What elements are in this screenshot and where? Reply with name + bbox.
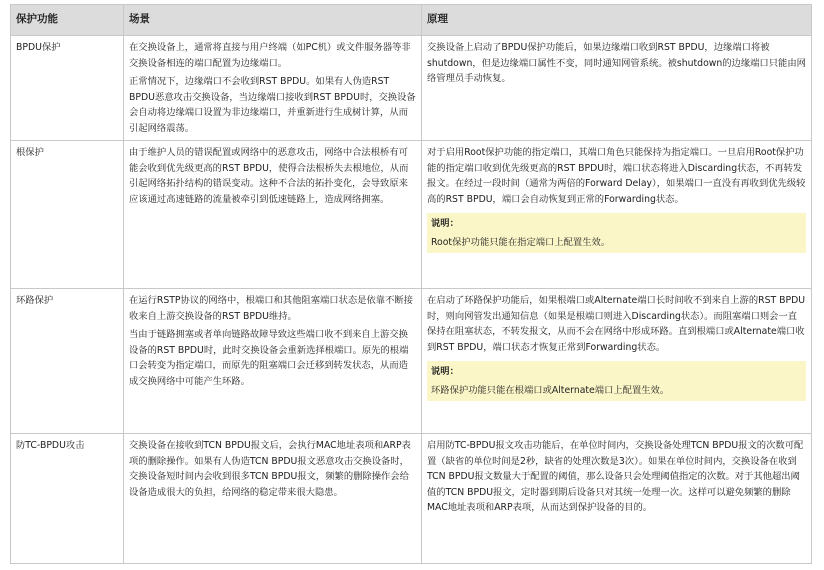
- note-box: [427, 361, 806, 401]
- scenario-paragraph: 正常情况下，边缘端口不会收到RST BPDU。如果有人伪造RST BPDU恶意攻击交换设备，当边缘端口接收到RST BPDU时，交换设备会自动将边缘端口设置为非边缘端口，并重新进行生成树计算，从而引起网络震荡。: [129, 76, 416, 134]
- header-function: 保护功能: [16, 13, 58, 25]
- scenario-paragraph: 交换设备在接收到TCN BPDU报文后，会执行MAC地址表项和ARP表项的删除操作。如果有人伪造TCN BPDU报文恶意攻击交换设备时，交换设备短时间内会收到很多TCN BPDU报文，频繁的删除操作会给设备造成很大的负担，给网络的稳定带来很大隐患。: [129, 440, 411, 498]
- function-cell: 防TC-BPDU攻击: [16, 440, 85, 451]
- scenario-paragraph: 在运行RSTP协议的网络中，根端口和其他阻塞端口状态是依靠不断接收来自上游交换设备的RST BPDU维持。: [129, 295, 413, 322]
- scenario-paragraph: 由于维护人员的错误配置或网络中的恶意攻击，网络中合法根桥有可能会收到优先级更高的RST BPDU，使得合法根桥失去根地位，从而引起网络拓扑结构的错误变动。这种不合法的拓扑变化，会导致原来应该通过高速链路的流量被牵引到低速链路上，造成网络拥塞。: [129, 147, 409, 205]
- protection-table: [10, 4, 812, 564]
- principle-cell: [421, 141, 811, 288]
- header-principle: 原理: [421, 5, 811, 35]
- principle-paragraph: 在启动了环路保护功能后，如果根端口或Alternate端口长时间收不到来自上游的RST BPDU时，则向网管发出通知信息（如果是根端口则进入Discarding状态）。而阻塞端口则会一直保持在阻塞状态，不转发报文，从而不会在网络中形成环路。直到根端口或Alternate端口收到RST BPDU，端口状态才恢复正常到Forwarding状态。: [427, 295, 806, 353]
- scenario-cell: [123, 141, 421, 288]
- scenario-cell: [123, 36, 421, 140]
- table-row: [11, 140, 811, 288]
- scenario-paragraph: 在交换设备上，通常将直接与用户终端（如PC机）或文件服务器等非交换设备相连的端口配置为边缘端口。: [129, 42, 411, 69]
- note-text: Root保护功能只能在指定端口上配置生效。: [431, 236, 611, 248]
- function-cell: BPDU保护: [16, 42, 61, 53]
- table-row: [11, 288, 811, 433]
- principle-cell: [421, 434, 811, 563]
- note-text: 环路保护功能只能在根端口或Alternate端口上配置生效。: [431, 384, 670, 396]
- note-box: [427, 213, 806, 253]
- table-row: [11, 433, 811, 563]
- header-scenario: 场景: [123, 5, 421, 35]
- note-title: 说明：: [431, 218, 459, 229]
- principle-paragraph: 启用防TC-BPDU报文攻击功能后，在单位时间内，交换设备处理TCN BPDU报文的次数可配置（缺省的单位时间是2秒，缺省的处理次数是3次）。如果在单位时间内，交换设备在收到TCN BPDU报文数量大于配置的阈值，那么设备只会处理阈值指定的次数。对于其他超出阈值的TCN BPDU报文，定时器到期后设备只对其统一处理一次。这样可以避免频繁的删除MAC地址表项和ARP表项，从而达到保护设备的目的。: [427, 440, 804, 513]
- function-cell: 环路保护: [16, 295, 54, 306]
- table-header-row: [11, 5, 811, 35]
- scenario-cell: [123, 289, 421, 433]
- note-title: 说明：: [431, 366, 459, 377]
- function-cell: 根保护: [16, 147, 44, 158]
- scenario-cell: [123, 434, 421, 563]
- principle-cell: [421, 289, 811, 433]
- principle-cell: [421, 36, 811, 140]
- principle-paragraph: 交换设备上启动了BPDU保护功能后，如果边缘端口收到RST BPDU，边缘端口将被shutdown，但是边缘端口属性不变，同时通知网管系统。被shutdown的边缘端口只能由网络管理员手动恢复。: [427, 42, 806, 84]
- principle-paragraph: 对于启用Root保护功能的指定端口，其端口角色只能保持为指定端口。一旦启用Root保护功能的指定端口收到优先级更高的RST BPDU时，端口状态将进入Discarding状态，不再转发报文。在经过一段时间（通常为两倍的Forward Delay），如果端口一直没有再收到优先级较高的RST BPDU，端口会自动恢复到正常的Forwarding状态。: [427, 147, 806, 205]
- table-row: [11, 35, 811, 140]
- scenario-paragraph: 当由于链路拥塞或者单向链路故障导致这些端口收不到来自上游交换设备的RST BPDU时，此时交换设备会重新选择根端口。原先的根端口会转变为指定端口，而原先的阻塞端口会迁移到转发状态，从而造成交换网络中可能产生环路。: [129, 329, 409, 387]
